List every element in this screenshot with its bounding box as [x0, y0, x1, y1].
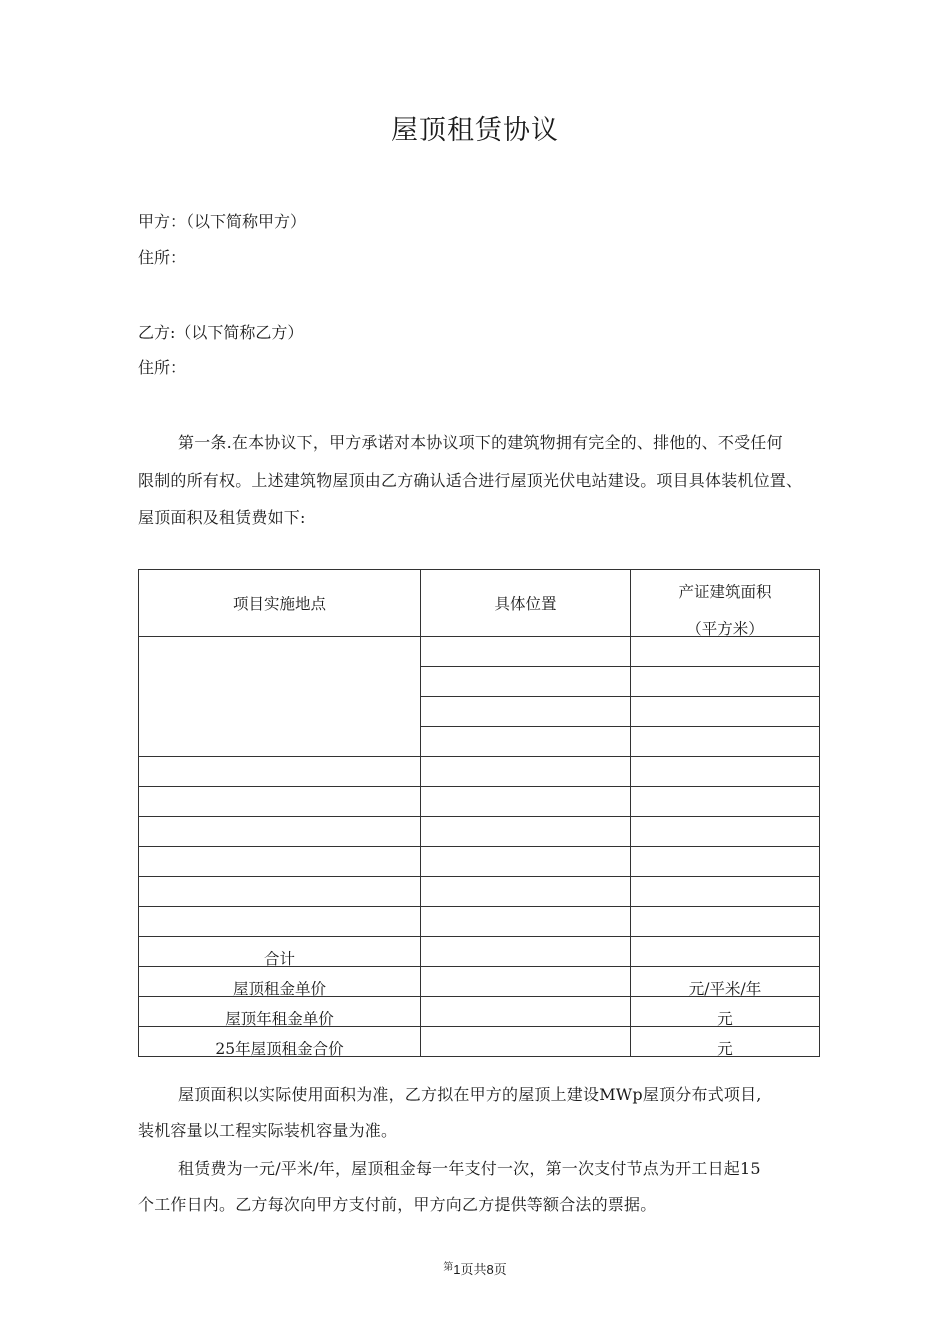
location-cell-merged [139, 637, 421, 757]
header-location: 项目实施地点 [139, 570, 421, 637]
location-cell [139, 847, 421, 877]
summary-value [421, 1027, 631, 1057]
position-cell [421, 637, 631, 667]
footer-suffix: 页 [493, 1262, 507, 1277]
summary-unit [631, 937, 820, 967]
area-cell [631, 697, 820, 727]
table-row [139, 757, 820, 787]
table-row [139, 877, 820, 907]
area-cell [631, 667, 820, 697]
position-cell [421, 907, 631, 937]
footer-middle: 页共 [460, 1262, 487, 1277]
summary-label: 合计 [139, 937, 421, 967]
table-header-row [139, 570, 820, 637]
position-cell [421, 667, 631, 697]
location-cell [139, 817, 421, 847]
position-cell [421, 847, 631, 877]
table-row [139, 637, 820, 667]
position-cell [421, 727, 631, 757]
summary-unit: 元 [631, 1027, 820, 1057]
summary-value [421, 967, 631, 997]
position-cell [421, 757, 631, 787]
area-cell [631, 847, 820, 877]
summary-label: 25年屋顶租金合价 [139, 1027, 421, 1057]
position-cell [421, 697, 631, 727]
article1-line2: 限制的所有权。上述建筑物屋顶由乙方确认适合进行屋顶光伏电站建设。项目具体装机位置、 [138, 471, 803, 490]
summary-row-unit-rent [139, 967, 820, 997]
document-title: 屋顶租赁协议 [391, 115, 559, 146]
party-b-address: 住所： [138, 358, 187, 377]
para2-line1: 屋顶面积以实际使用面积为准，乙方拟在甲方的屋顶上建设MWp屋顶分布式项目, [178, 1085, 762, 1104]
table-row [139, 847, 820, 877]
header-area [631, 570, 820, 637]
summary-label: 屋顶年租金单价 [139, 997, 421, 1027]
summary-row-annual-rent [139, 997, 820, 1027]
header-position: 具体位置 [421, 570, 631, 637]
article1-line1: 第一条.在本协议下，甲方承诺对本协议项下的建筑物拥有完全的、排他的、不受任何 [178, 433, 783, 452]
party-a-label: 甲方：（以下简称甲方） [138, 212, 307, 231]
rooftop-lease-table [138, 569, 820, 1057]
party-b-label: 乙方:（以下简称乙方） [138, 323, 304, 342]
area-cell [631, 817, 820, 847]
area-cell [631, 637, 820, 667]
summary-row-total [139, 937, 820, 967]
location-cell [139, 787, 421, 817]
position-cell [421, 787, 631, 817]
para2-line2: 装机容量以工程实际装机容量为准。 [138, 1121, 398, 1140]
table-row [139, 787, 820, 817]
para3-line2: 个工作日内。乙方每次向甲方支付前，甲方向乙方提供等额合法的票据。 [138, 1195, 657, 1214]
header-area-line2: （平方米） [686, 620, 764, 638]
area-cell [631, 907, 820, 937]
summary-unit: 元/平米/年 [631, 967, 820, 997]
summary-row-25yr-total [139, 1027, 820, 1057]
area-cell [631, 727, 820, 757]
page-footer [0, 1258, 950, 1278]
summary-label: 屋顶租金单价 [139, 967, 421, 997]
table-row [139, 817, 820, 847]
footer-total-pages: 8 [486, 1262, 494, 1277]
area-cell [631, 877, 820, 907]
location-cell [139, 757, 421, 787]
para3-line1: 租赁费为一元/平米/年，屋顶租金每一年支付一次，第一次支付节点为开工日起15 [178, 1159, 761, 1178]
location-cell [139, 907, 421, 937]
footer-prefix: 第 [443, 1262, 454, 1273]
header-area-line1: 产证建筑面积 [678, 583, 772, 601]
summary-value [421, 937, 631, 967]
area-cell [631, 787, 820, 817]
position-cell [421, 817, 631, 847]
position-cell [421, 877, 631, 907]
footer-page-number: 1 [453, 1262, 461, 1277]
table-row [139, 907, 820, 937]
location-cell [139, 877, 421, 907]
area-cell [631, 757, 820, 787]
summary-value [421, 997, 631, 1027]
party-a-address: 住所： [138, 248, 187, 267]
summary-unit: 元 [631, 997, 820, 1027]
article1-line3: 屋顶面积及租赁费如下: [138, 508, 306, 527]
